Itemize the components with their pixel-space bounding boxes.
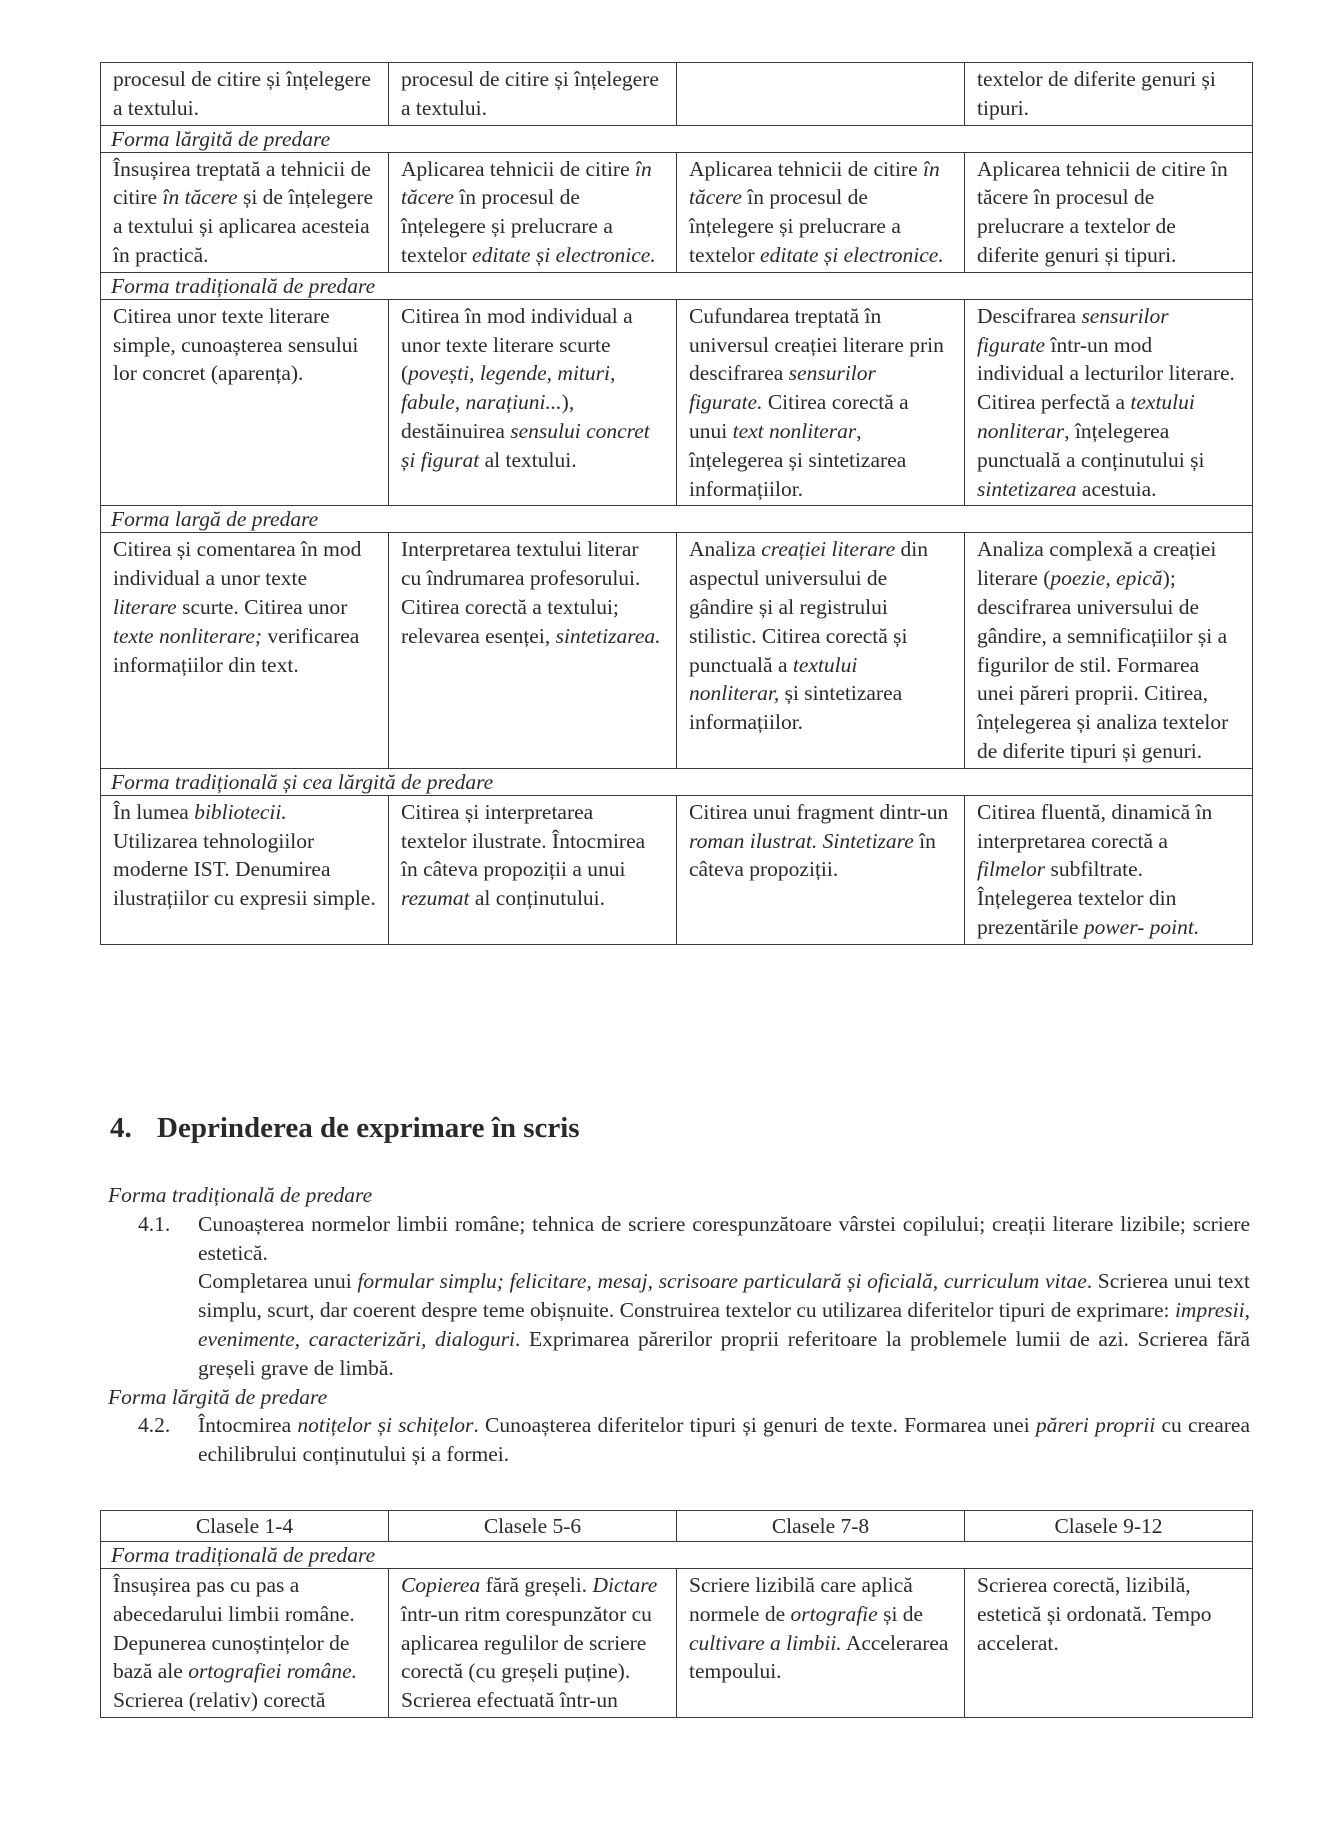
italic-text: notițelor și schițelor bbox=[297, 1413, 474, 1438]
italic-text: poezie, epică bbox=[1050, 566, 1163, 591]
italic-text: rezumat bbox=[401, 886, 470, 911]
table-cell bbox=[389, 63, 677, 126]
text-run: subfiltrate. Înțelegerea textelor din prezentările bbox=[977, 857, 1177, 939]
section-label: Forma tradițională de predare bbox=[101, 1542, 1253, 1569]
italic-text: editate și electronice. bbox=[472, 242, 656, 267]
text-run: Citirea unui fragment dintr-un bbox=[689, 799, 949, 824]
text-run: Citirea și interpretarea textelor ilustrate. Întocmirea în câteva propoziții a unui bbox=[401, 799, 646, 882]
italic-text: text nonliterar bbox=[732, 418, 857, 443]
italic-text: sintetizarea. bbox=[555, 623, 661, 648]
section-label-row bbox=[101, 272, 1253, 299]
table-cell bbox=[101, 1569, 389, 1718]
text-run: ), destăinuirea bbox=[401, 390, 575, 443]
italic-text: povești, legende, mituri, fabule, narațiuni... bbox=[401, 361, 616, 415]
italic-text: ortografie bbox=[790, 1601, 878, 1626]
section-label: Forma tradițională de predare bbox=[101, 272, 1253, 299]
table-cell bbox=[101, 795, 389, 944]
text-run: în procesul de înțelegere și prelucrare a textelor bbox=[401, 185, 613, 267]
section-label-row bbox=[101, 1542, 1253, 1569]
section-number: 4. bbox=[110, 1112, 132, 1144]
text-run: Aplicarea tehnicii de citire bbox=[689, 156, 923, 181]
italic-text: filmelor bbox=[977, 857, 1046, 882]
text-run: Cufundarea treptată în universul creației literare prin descifrarea bbox=[689, 303, 944, 386]
column-header: Clasele 5-6 bbox=[389, 1511, 677, 1542]
text-run: al textului. bbox=[479, 447, 577, 472]
column-header: Clasele 1-4 bbox=[101, 1511, 389, 1542]
section-label-row bbox=[101, 768, 1253, 795]
table-cell bbox=[677, 63, 965, 126]
text-run: Citirea unor texte literare simple, cunoașterea sensului lor concret (aparența). bbox=[113, 303, 359, 386]
text-run: În lumea bbox=[113, 799, 195, 824]
section-label: Forma largă de predare bbox=[101, 506, 1253, 533]
text-run: acestuia. bbox=[1076, 476, 1157, 501]
italic-text: sensurilor figurate bbox=[977, 303, 1169, 357]
italic-text: texte nonliterare; bbox=[113, 623, 263, 648]
text-run: cu crearea echilibrului conținutului și a formei. bbox=[198, 1413, 1250, 1467]
text-run: procesul de citire și înțelegere a textului. bbox=[401, 67, 659, 120]
italic-text: bibliotecii. bbox=[194, 799, 287, 824]
table-cell bbox=[101, 63, 389, 126]
table-cell bbox=[389, 152, 677, 272]
item-number: 4.2. bbox=[138, 1413, 171, 1438]
reading-skills-table bbox=[100, 62, 1253, 945]
table-cell bbox=[677, 795, 965, 944]
table-row bbox=[101, 63, 1253, 126]
item-paragraph bbox=[108, 1267, 1250, 1382]
italic-text: textului nonliterar, bbox=[689, 652, 858, 706]
italic-text: sensurilor figurate. bbox=[689, 361, 876, 415]
section-label: Forma lărgită de predare bbox=[101, 125, 1253, 152]
writing-skills-table bbox=[100, 1510, 1253, 1718]
italic-text: formular simplu; felicitare, mesaj, scrisoare particulară și oficială, curriculum vitae bbox=[357, 1269, 1087, 1294]
text-run: Aplicarea tehnicii de citire în tăcere în procesul de prelucrare a textelor de diferite genuri și tipuri. bbox=[977, 156, 1228, 267]
item-text bbox=[198, 1212, 1250, 1265]
text-run: . Scrierea unui text simplu, scurt, dar coerent despre teme obișnuite. Construirea textelor cu utilizarea diferitelor tipuri de exprimare: bbox=[198, 1269, 1250, 1323]
text-run: al conținutului. bbox=[469, 886, 606, 911]
text-run: în procesul de înțelegere și prelucrare a textelor bbox=[689, 185, 901, 267]
italic-text: în tăcere bbox=[689, 156, 940, 210]
italic-text: în tăcere bbox=[401, 156, 652, 210]
text-run: textelor de diferite genuri și tipuri. bbox=[977, 67, 1216, 120]
text-run: și de bbox=[877, 1601, 924, 1626]
text-run: Scrierea corectă, lizibilă, estetică și ordonată. Tempo accelerat. bbox=[977, 1573, 1212, 1655]
section-label: Forma tradițională și cea lărgită de predare bbox=[101, 768, 1253, 795]
text-run: din aspectul universului de gândire și al registrului stilistic. Citirea corectă și punctuală a bbox=[689, 537, 929, 677]
italic-text: power- point. bbox=[1083, 914, 1200, 939]
italic-text: roman ilustrat. bbox=[689, 828, 818, 853]
section-title: Deprinderea de exprimare în scris bbox=[157, 1112, 580, 1144]
text-run: Scrierea (relativ) corectă bbox=[113, 1688, 326, 1713]
text-run: Însușirea pas cu pas a abecedarului limbii române. Depunerea cunoștințelor de bază ale bbox=[113, 1573, 355, 1684]
text-run: scurte. Citirea unor bbox=[176, 594, 348, 619]
item-number: 4.1. bbox=[138, 1211, 171, 1236]
text-run: Citirea în mod individual a unor texte literare scurte ( bbox=[401, 303, 633, 386]
italic-text: ortografiei române. bbox=[188, 1659, 357, 1684]
text-run: Citirea fluentă, dinamică în interpretarea corectă a bbox=[977, 799, 1213, 853]
text-run: fără greșeli. bbox=[480, 1573, 593, 1597]
italic-text: sintetizarea bbox=[977, 476, 1077, 501]
text-run: într-un ritm corespunzător cu aplicarea regulilor de scriere corectă (cu greșeli puține). Scrierea efectuată într-un bbox=[401, 1601, 652, 1713]
text-run: , înțelegerea punctuală a conținutului și bbox=[977, 418, 1205, 472]
text-run: într-un mod individual a lecturilor literare. Citirea perfectă a bbox=[977, 332, 1235, 415]
table-cell bbox=[101, 299, 389, 506]
form-label: Forma lărgită de predare bbox=[108, 1384, 328, 1409]
table-cell bbox=[965, 533, 1253, 768]
section-label-row bbox=[101, 506, 1253, 533]
text-run: Aplicarea tehnicii de citire bbox=[401, 156, 635, 181]
table-cell bbox=[965, 1569, 1253, 1718]
text-run: verificarea informațiilor din text. bbox=[113, 623, 360, 677]
column-header: Clasele 9-12 bbox=[965, 1511, 1253, 1542]
list-item bbox=[108, 1411, 1250, 1469]
italic-text: cultivare a limbii. bbox=[689, 1630, 842, 1655]
table-cell bbox=[677, 152, 965, 272]
table-cell bbox=[965, 299, 1253, 506]
table-header-row bbox=[101, 1511, 1253, 1542]
text-run: , înțelegerea și sintetizarea informațiilor. bbox=[689, 418, 907, 501]
text-run: procesul de citire și înțelegere a textului. bbox=[113, 67, 371, 120]
section-body bbox=[108, 1181, 1250, 1469]
text-run: Utilizarea tehnologiilor moderne IST. Denumirea ilustrațiilor cu expresii simple. bbox=[113, 828, 376, 911]
text-run: Întocmirea bbox=[198, 1413, 298, 1438]
italic-text: textului nonliterar bbox=[977, 390, 1195, 443]
italic-text: impresii, evenimente, caracterizări, dialoguri bbox=[198, 1298, 1250, 1351]
italic-text: editate și electronice. bbox=[760, 242, 944, 267]
italic-text: sensului concret și figurat bbox=[401, 418, 650, 472]
item-text bbox=[198, 1413, 1250, 1466]
text-run: Citirea corectă a unui bbox=[689, 390, 909, 443]
italic-text: în tăcere bbox=[162, 185, 238, 210]
table-cell bbox=[677, 533, 965, 768]
table-row bbox=[101, 795, 1253, 944]
text-run: Cunoașterea normelor limbii române; tehnica de scriere corespunzătoare vârstei copilului; creații literare lizibile; scriere estetică. bbox=[198, 1211, 1250, 1265]
text-run: ); descifrarea universului de gândire, a semnificațiilor și a figurilor de stil. Formarea unei păreri proprii. Citirea, înțelegerea și analiza textelor de diferite tipuri și genuri. bbox=[977, 566, 1229, 763]
text-run: Citirea și comentarea în mod individual a unor texte bbox=[113, 537, 362, 591]
text-run: și de înțelegere a textului și aplicarea acesteia în practică. bbox=[113, 185, 374, 267]
table-cell bbox=[965, 152, 1253, 272]
italic-text: Dictare bbox=[592, 1573, 658, 1597]
text-run: Însușirea treptată a tehnicii de citire bbox=[113, 156, 371, 210]
text-run: Analiza bbox=[689, 537, 762, 562]
table-cell bbox=[389, 1569, 677, 1718]
table-row bbox=[101, 533, 1253, 768]
table-cell bbox=[389, 533, 677, 768]
text-run: și sintetizarea informațiilor. bbox=[689, 681, 903, 735]
form-label: Forma tradițională de predare bbox=[108, 1183, 373, 1207]
column-header: Clasele 7-8 bbox=[677, 1511, 965, 1542]
table-cell bbox=[677, 299, 965, 506]
text-run: Completarea unui bbox=[198, 1269, 358, 1294]
text-run: în câteva propoziții. bbox=[689, 828, 936, 882]
table-row bbox=[101, 1569, 1253, 1718]
list-item bbox=[108, 1210, 1250, 1268]
italic-text: literare bbox=[113, 594, 177, 619]
table-cell bbox=[677, 1569, 965, 1718]
text-run: Interpretarea textului literar cu îndrumarea profesorului. Citirea corectă a textului; relevarea esenței, bbox=[401, 537, 641, 648]
text-run: . Exprimarea părerilor proprii referitoare la problemele lumii de azi. Scrierea fără greșeli grave de limbă. bbox=[198, 1326, 1250, 1380]
italic-text: creației literare bbox=[761, 537, 896, 562]
table-cell bbox=[389, 795, 677, 944]
table-cell bbox=[101, 152, 389, 272]
section-label-row bbox=[101, 125, 1253, 152]
table-row bbox=[101, 152, 1253, 272]
table-cell bbox=[965, 63, 1253, 126]
text-run: Scriere lizibilă care aplică normele de bbox=[689, 1573, 913, 1626]
italic-text: Sintetizare bbox=[822, 828, 914, 853]
italic-text: Copierea bbox=[401, 1573, 481, 1597]
italic-text: păreri proprii bbox=[1035, 1413, 1156, 1438]
table-cell bbox=[101, 533, 389, 768]
text-run: Descifrarea bbox=[977, 303, 1082, 328]
text-run: . Cunoașterea diferitelor tipuri și genuri de texte. Formarea unei bbox=[473, 1413, 1036, 1438]
text-run: Analiza complexă a creației literare ( bbox=[977, 537, 1217, 591]
table-cell bbox=[965, 795, 1253, 944]
section-heading bbox=[110, 1112, 580, 1145]
table-cell bbox=[389, 299, 677, 506]
table-row bbox=[101, 299, 1253, 506]
text-run: Accelerarea tempoului. bbox=[689, 1630, 949, 1684]
